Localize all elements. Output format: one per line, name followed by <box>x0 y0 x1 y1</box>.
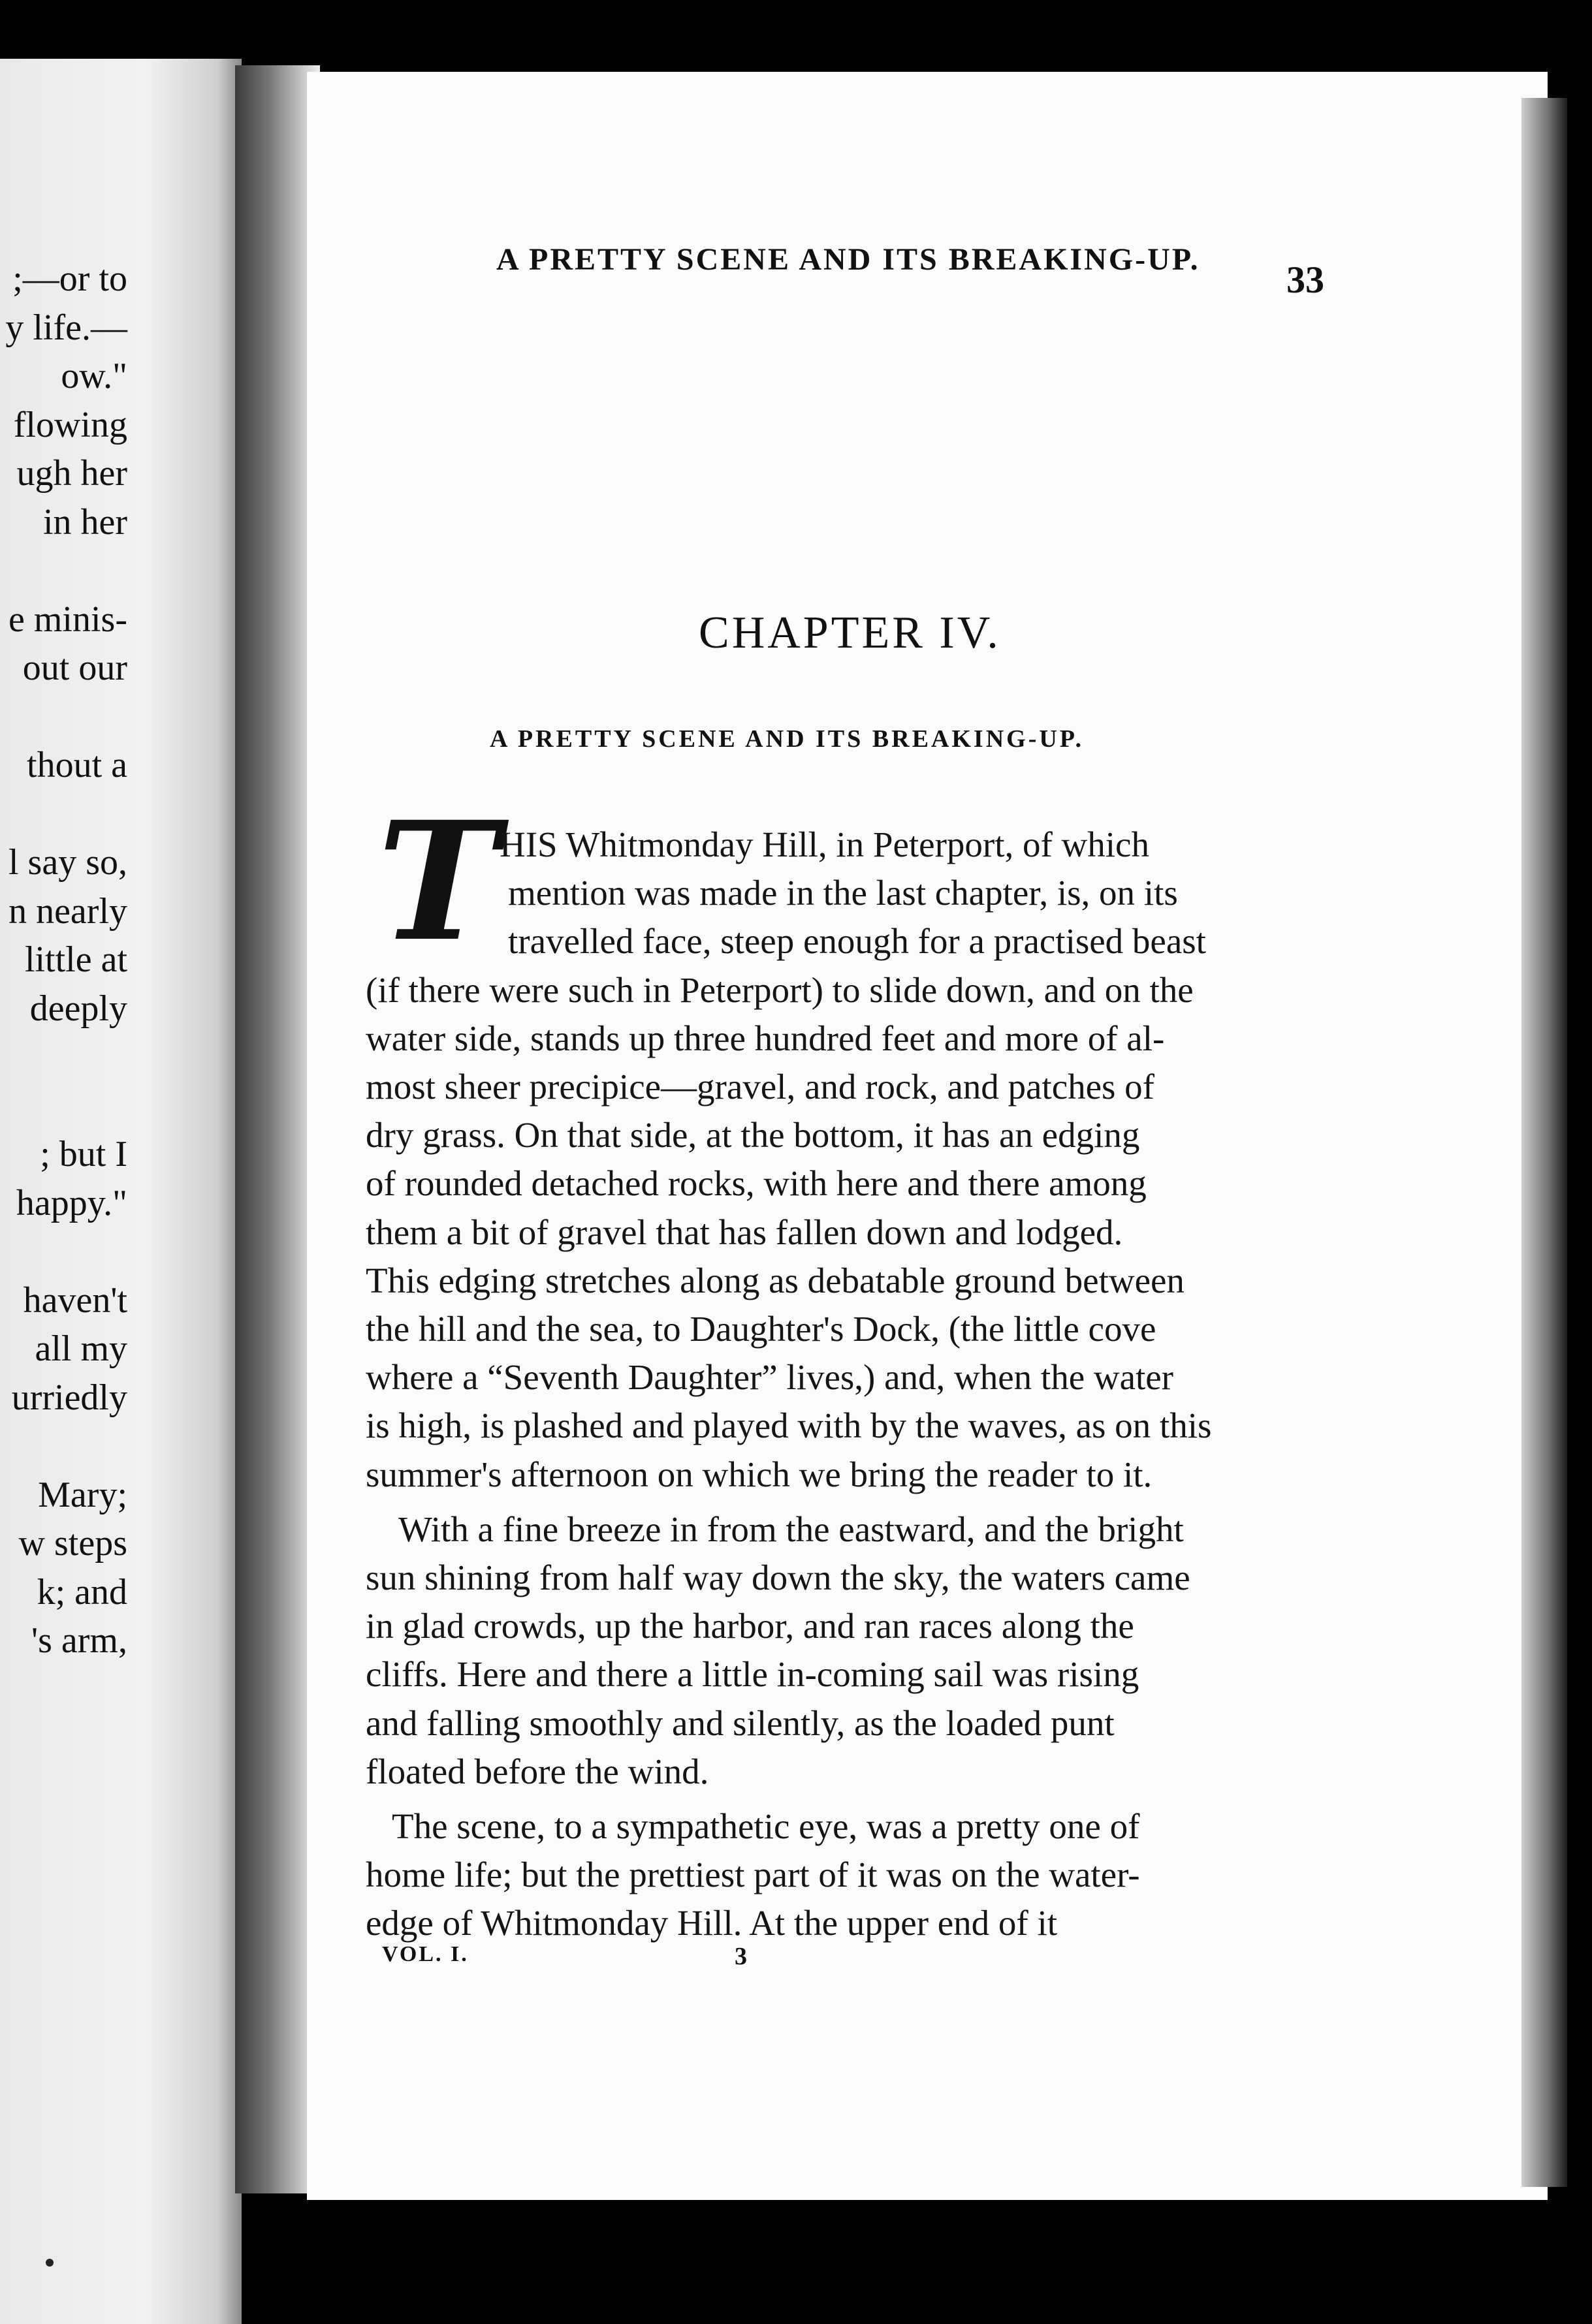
running-head: A PRETTY SCENE AND ITS BREAKING-UP. <box>496 242 1200 277</box>
left-page-line: ;—or to <box>12 259 127 299</box>
body-line: water side, stands up three hundred feet and more of al- <box>366 1018 1165 1058</box>
volume-label: VOL. I. <box>382 1942 469 1966</box>
left-page-line: thout a <box>27 745 127 785</box>
left-page-line: in her <box>42 501 127 542</box>
body-line: summer's afternoon on which we bring the reader to it. <box>366 1454 1153 1494</box>
body-line: dry grass. On that side, at the bottom, it has an edging <box>366 1115 1140 1155</box>
body-line: of rounded detached rocks, with here and there among <box>366 1163 1147 1204</box>
left-page-line: urriedly <box>11 1377 127 1418</box>
body-line: mention was made in the last chapter, is, on its <box>508 873 1178 913</box>
left-page-line: Mary; <box>38 1474 127 1515</box>
left-page-line: k; and <box>37 1571 127 1612</box>
page-edge <box>1521 98 1567 2187</box>
signature-mark: 3 <box>735 1943 747 1970</box>
left-page-line: flowing <box>13 404 127 445</box>
body-line: edge of Whitmonday Hill. At the upper end of it <box>366 1903 1058 1943</box>
left-page-line: deeply <box>29 988 127 1029</box>
body-line: floated before the wind. <box>366 1751 709 1791</box>
drop-cap: T <box>377 785 500 977</box>
left-page-line: little at <box>24 939 127 980</box>
left-page-line: all my <box>35 1328 127 1369</box>
body-line: where a “Seventh Daughter” lives,) and, when the water <box>366 1357 1173 1398</box>
page-speck <box>46 2259 54 2267</box>
body-line: sun shining from half way down the sky, the waters came <box>366 1558 1190 1597</box>
body-line: This edging stretches along as debatable ground between <box>366 1260 1185 1300</box>
left-page-line: w steps <box>18 1523 127 1563</box>
chapter-title: CHAPTER IV. <box>699 608 1001 658</box>
left-page-line: n nearly <box>8 890 127 932</box>
left-page-line: ugh her <box>16 453 127 494</box>
left-page-line: out our <box>22 648 127 688</box>
body-line: in glad crowds, up the harbor, and ran races along the <box>366 1606 1134 1646</box>
left-page-line: y life.— <box>5 307 127 348</box>
left-page-line: ; but I <box>40 1134 127 1174</box>
body-line: the hill and the sea, to Daughter's Dock, (the little cove <box>366 1309 1156 1349</box>
chapter-subtitle: A PRETTY SCENE AND ITS BREAKING-UP. <box>490 725 1085 753</box>
body-line: home life; but the prettiest part of it was on the water- <box>366 1855 1140 1895</box>
left-page-line: e minis- <box>8 599 127 640</box>
page-number: 33 <box>1286 259 1324 301</box>
body-line: (if there were such in Peterport) to slide down, and on the <box>366 969 1194 1010</box>
left-page-line: l say so, <box>8 842 127 883</box>
body-line: them a bit of gravel that has fallen down and lodged. <box>366 1212 1123 1252</box>
body-line: cliffs. Here and there a little in-coming sail was rising <box>366 1654 1139 1695</box>
body-line: The scene, to a sympathetic eye, was a pretty one of <box>392 1806 1140 1846</box>
left-page-line: haven't <box>23 1280 127 1321</box>
body-line: HIS Whitmonday Hill, in Peterport, of which <box>500 824 1149 864</box>
body-line: and falling smoothly and silently, as the loaded punt <box>366 1703 1115 1743</box>
left-page-line: ow." <box>61 356 127 396</box>
body-line: most sheer precipice—gravel, and rock, and patches of <box>366 1067 1154 1107</box>
left-facing-page <box>0 59 242 2324</box>
left-page-line: 's arm, <box>31 1620 127 1661</box>
left-page-line: happy." <box>16 1182 127 1223</box>
body-line: travelled face, steep enough for a practised beast <box>508 921 1206 962</box>
body-line: With a fine breeze in from the eastward, and the bright <box>398 1509 1184 1549</box>
body-line: is high, is plashed and played with by the waves, as on this <box>366 1405 1212 1446</box>
